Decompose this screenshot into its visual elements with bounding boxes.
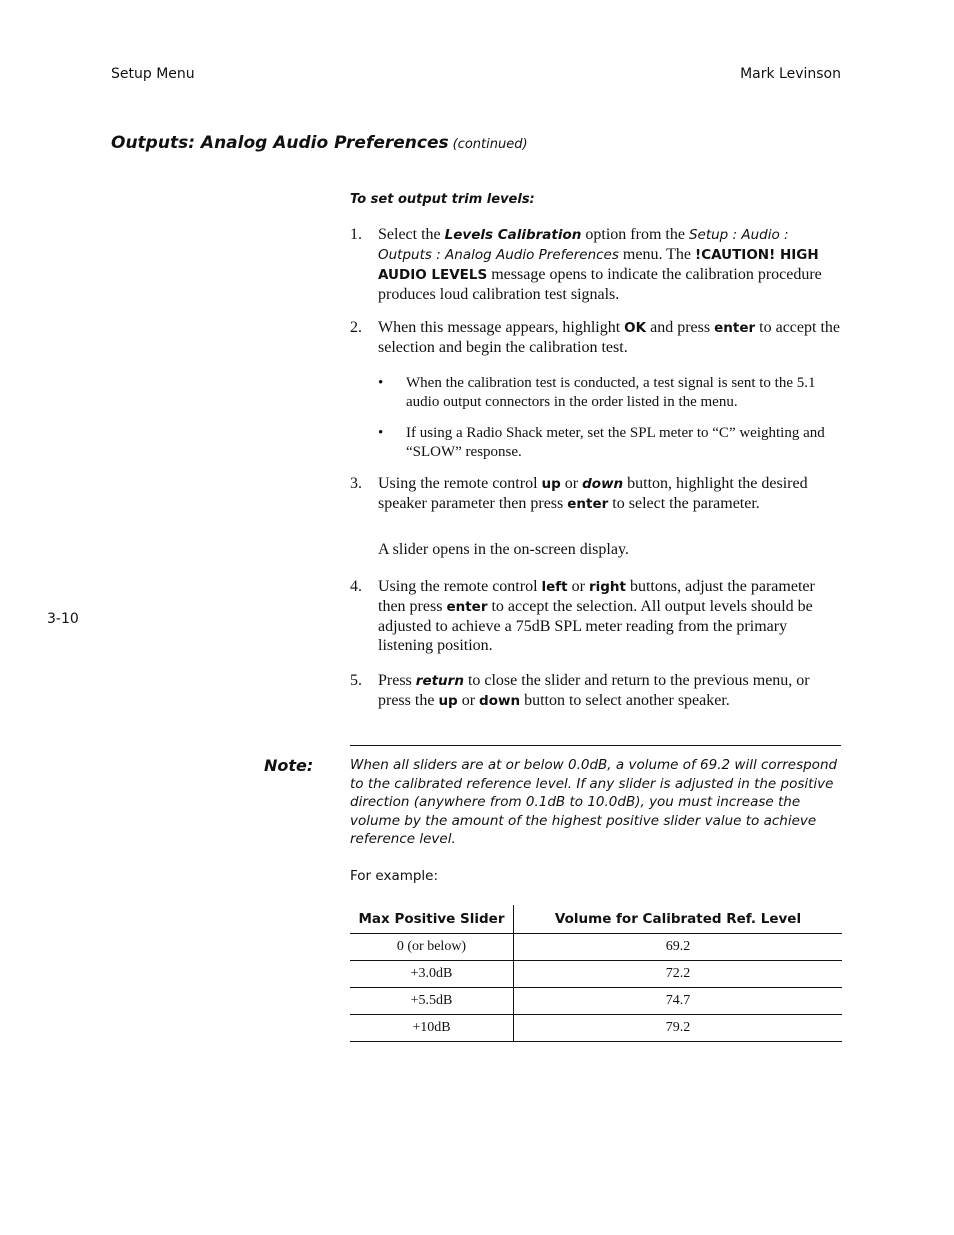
step-1	[350, 225, 842, 304]
step-text: Using the remote control up or down button, highlight the desired speaker parameter then press enter to select the parameter.	[378, 475, 808, 512]
left-key: left	[541, 579, 568, 595]
step-number: 4.	[350, 578, 362, 595]
running-header-left: Setup Menu	[111, 66, 195, 82]
note-divider	[350, 745, 841, 746]
step-2	[350, 318, 842, 357]
step-text: Using the remote control left or right buttons, adjust the parameter then press enter to accept the selection. All output levels should be adjusted to achieve a 75dB SPL meter reading from the primary listening position.	[378, 578, 815, 654]
note-label: Note:	[264, 756, 314, 775]
table-row	[350, 1015, 842, 1042]
up-key: up	[438, 693, 458, 709]
bullet-mark: •	[378, 425, 384, 441]
table-header-row	[350, 905, 842, 934]
table-cell: +10dB	[350, 1015, 514, 1042]
section-title	[111, 133, 528, 153]
enter-key: enter	[714, 320, 756, 336]
column-header-max-positive-slider: Max Positive Slider	[350, 905, 514, 934]
step-number: 5.	[350, 672, 362, 689]
ok-key: OK	[624, 320, 647, 336]
section-title-text: Outputs: Analog Audio Preferences	[111, 133, 449, 153]
option-name: Levels Calibration	[444, 227, 582, 243]
down-key: down	[582, 476, 624, 492]
enter-key: enter	[446, 599, 488, 615]
bullet-mark: •	[378, 375, 384, 391]
step-number: 3.	[350, 475, 362, 492]
table-cell: 79.2	[514, 1015, 843, 1042]
table-row	[350, 934, 842, 961]
step-text: Press return to close the slider and return to the previous menu, or press the up or down button to select another speaker.	[378, 672, 810, 709]
table-cell: 74.7	[514, 988, 843, 1015]
example-label: For example:	[350, 868, 439, 884]
step-text: Select the Levels Calibration option from the Setup : Audio : Outputs : Analog Audio Preferences menu. The !CAUTION! HIGH AUDIO LEVELS message opens to indicate the calibration procedure produces loud calibration test signals.	[378, 226, 822, 303]
menu-path: Setup : Audio : Outputs : Analog Audio Preferences	[378, 227, 789, 263]
example-table	[350, 905, 842, 1042]
step-text: When this message appears, highlight OK and press enter to accept the selection and begin the calibration test.	[378, 319, 840, 356]
page-number: 3-10	[47, 611, 79, 627]
step-4	[350, 577, 842, 655]
procedure-heading: To set output trim levels:	[350, 192, 535, 207]
down-key: down	[479, 693, 521, 709]
table-cell: +3.0dB	[350, 961, 514, 988]
step-3-followup: A slider opens in the on-screen display.	[378, 541, 629, 558]
bullet-text: If using a Radio Shack meter, set the SPL meter to “C” weighting and “SLOW” response.	[406, 425, 825, 460]
enter-key: enter	[567, 496, 609, 512]
bullet-item	[378, 424, 842, 462]
note-text: When all sliders are at or below 0.0dB, a volume of 69.2 will correspond to the calibrated reference level. If any slider is adjusted in the positive direction (anywhere from 0.1dB to 10.0dB), you must increase the volume by the amount of the highest positive slider value to achieve reference level.	[350, 757, 838, 848]
table-cell: 72.2	[514, 961, 843, 988]
table-cell: +5.5dB	[350, 988, 514, 1015]
bullet-item	[378, 374, 842, 412]
step-3	[350, 474, 842, 514]
column-header-volume: Volume for Calibrated Ref. Level	[514, 905, 843, 934]
caution-message-name: !CAUTION! HIGH AUDIO LEVELS	[378, 247, 819, 283]
bullet-text: When the calibration test is conducted, a test signal is sent to the 5.1 audio output connectors in the order listed in the menu.	[406, 375, 816, 410]
table-row	[350, 988, 842, 1015]
step-5	[350, 671, 842, 711]
running-header-right: Mark Levinson	[740, 66, 841, 82]
step-number: 2.	[350, 319, 362, 336]
section-continued-label: (continued)	[452, 137, 528, 152]
right-key: right	[588, 579, 626, 595]
return-key: return	[415, 673, 464, 689]
step-number: 1.	[350, 226, 362, 243]
up-key: up	[541, 476, 561, 492]
table-cell: 0 (or below)	[350, 934, 514, 961]
table-cell: 69.2	[514, 934, 843, 961]
table-row	[350, 961, 842, 988]
